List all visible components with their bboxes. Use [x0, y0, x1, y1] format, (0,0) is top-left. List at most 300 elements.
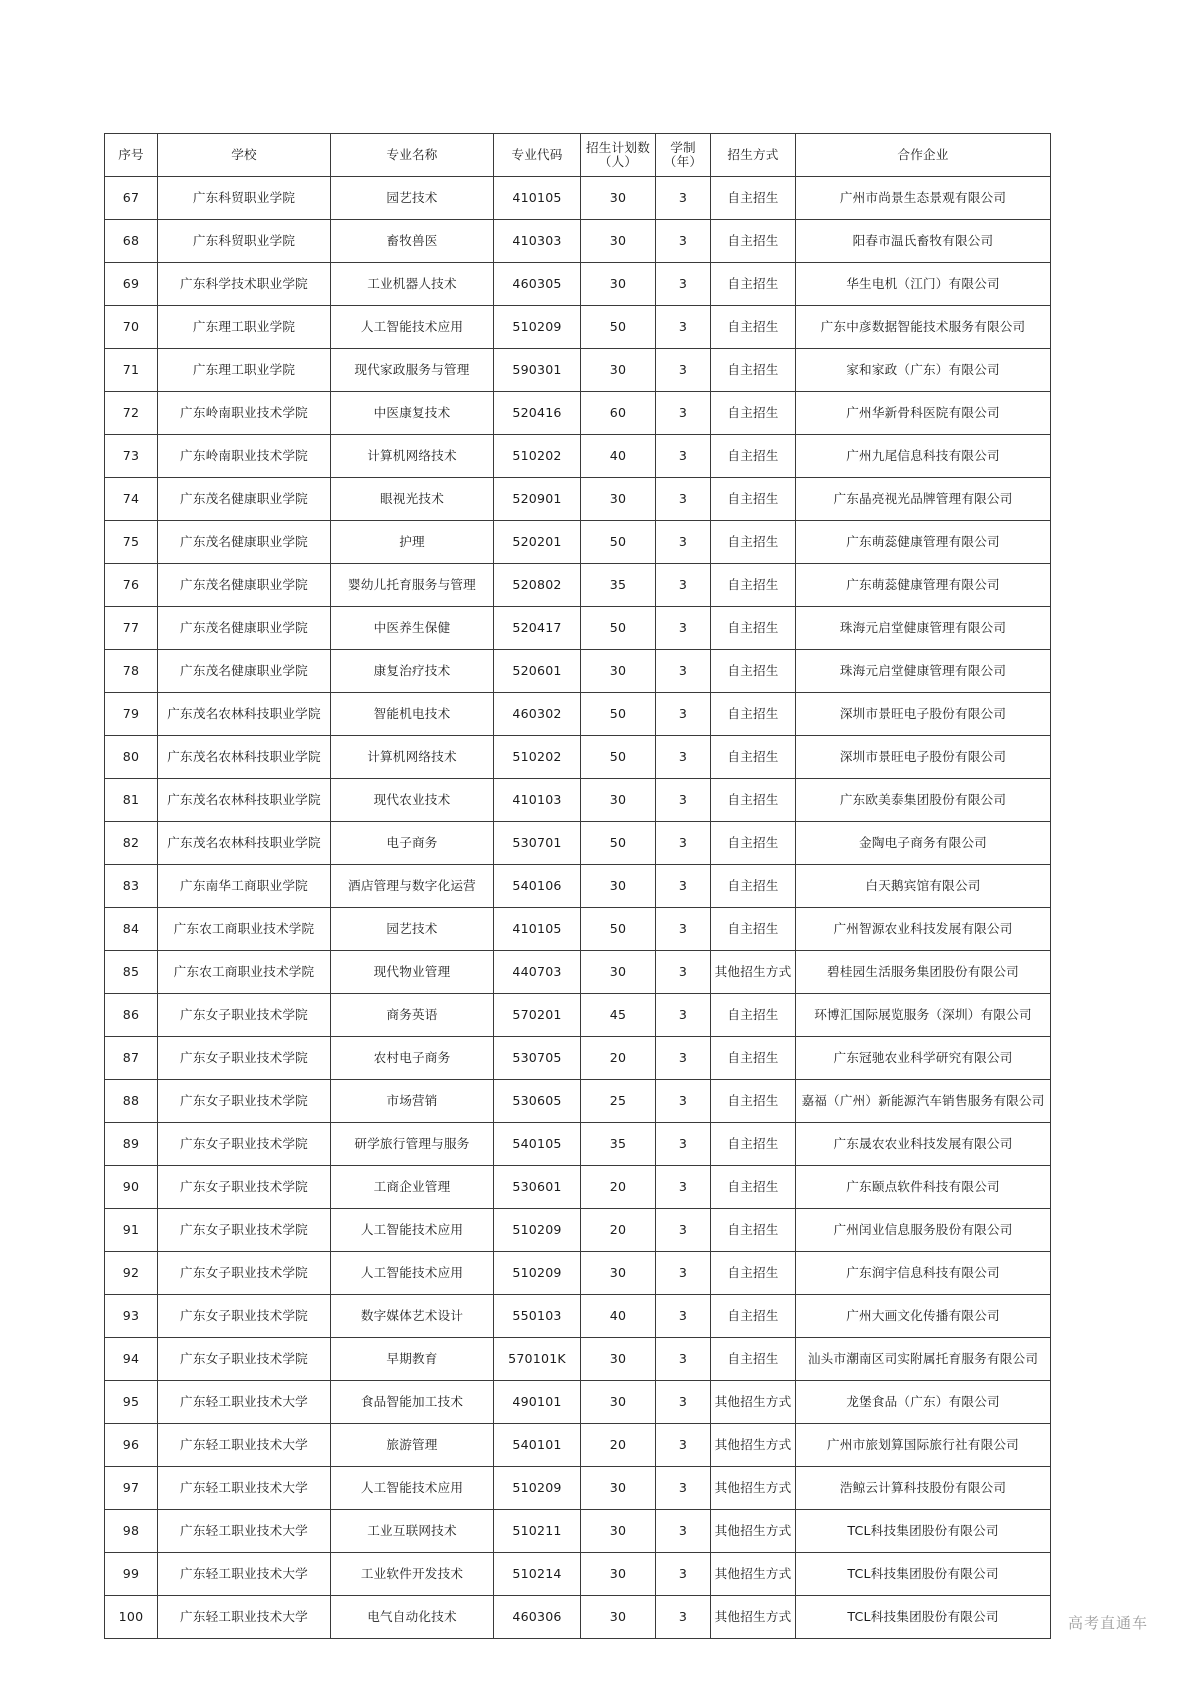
cell-years: 3: [656, 220, 711, 263]
cell-quota: 40: [581, 1295, 656, 1338]
column-header-years-line2: （年）: [663, 154, 703, 169]
cell-major-code: 520201: [494, 521, 581, 564]
cell-major: 市场营销: [331, 1080, 494, 1123]
cell-major-code: 460305: [494, 263, 581, 306]
cell-school: 广东女子职业技术学院: [158, 1037, 331, 1080]
cell-major: 工业软件开发技术: [331, 1553, 494, 1596]
column-header-quota: [581, 134, 656, 177]
cell-index: 72: [105, 392, 158, 435]
cell-method: 其他招生方式: [711, 1553, 796, 1596]
cell-major: 中医康复技术: [331, 392, 494, 435]
cell-index: 77: [105, 607, 158, 650]
cell-years: 3: [656, 650, 711, 693]
cell-index: 70: [105, 306, 158, 349]
cell-school: 广东轻工职业技术大学: [158, 1510, 331, 1553]
cell-school: 广东轻工职业技术大学: [158, 1467, 331, 1510]
cell-years: 3: [656, 564, 711, 607]
cell-major-code: 460306: [494, 1596, 581, 1639]
cell-school: 广东农工商职业技术学院: [158, 908, 331, 951]
cell-index: 93: [105, 1295, 158, 1338]
cell-years: 3: [656, 693, 711, 736]
table-row: [105, 1596, 1051, 1639]
cell-index: 87: [105, 1037, 158, 1080]
cell-method: 自主招生: [711, 177, 796, 220]
cell-quota: 35: [581, 1123, 656, 1166]
cell-major: 护理: [331, 521, 494, 564]
cell-years: 3: [656, 1381, 711, 1424]
cell-years: 3: [656, 865, 711, 908]
cell-company: TCL科技集团股份有限公司: [796, 1510, 1051, 1553]
table-row: [105, 607, 1051, 650]
cell-index: 92: [105, 1252, 158, 1295]
cell-major-code: 540105: [494, 1123, 581, 1166]
cell-method: 自主招生: [711, 263, 796, 306]
cell-quota: 25: [581, 1080, 656, 1123]
cell-company: TCL科技集团股份有限公司: [796, 1553, 1051, 1596]
cell-index: 98: [105, 1510, 158, 1553]
cell-years: 3: [656, 392, 711, 435]
cell-school: 广东理工职业学院: [158, 349, 331, 392]
cell-quota: 50: [581, 607, 656, 650]
cell-quota: 30: [581, 1252, 656, 1295]
cell-company: 金陶电子商务有限公司: [796, 822, 1051, 865]
cell-index: 76: [105, 564, 158, 607]
cell-index: 97: [105, 1467, 158, 1510]
cell-method: 其他招生方式: [711, 1510, 796, 1553]
cell-quota: 30: [581, 779, 656, 822]
cell-company: 广东润宇信息科技有限公司: [796, 1252, 1051, 1295]
table-row: [105, 1467, 1051, 1510]
cell-school: 广东女子职业技术学院: [158, 1166, 331, 1209]
cell-company: 白天鹅宾馆有限公司: [796, 865, 1051, 908]
cell-company: 嘉福（广州）新能源汽车销售服务有限公司: [796, 1080, 1051, 1123]
cell-quota: 30: [581, 478, 656, 521]
cell-company: 广东晶亮视光品牌管理有限公司: [796, 478, 1051, 521]
cell-quota: 50: [581, 908, 656, 951]
cell-school: 广东茂名农林科技职业学院: [158, 779, 331, 822]
table-row: [105, 1252, 1051, 1295]
cell-major-code: 570201: [494, 994, 581, 1037]
cell-method: 自主招生: [711, 650, 796, 693]
cell-major: 畜牧兽医: [331, 220, 494, 263]
cell-index: 95: [105, 1381, 158, 1424]
cell-quota: 30: [581, 1381, 656, 1424]
cell-major: 工业机器人技术: [331, 263, 494, 306]
cell-school: 广东女子职业技术学院: [158, 1123, 331, 1166]
cell-years: 3: [656, 1424, 711, 1467]
table-row: [105, 1037, 1051, 1080]
cell-major-code: 520416: [494, 392, 581, 435]
table-row: [105, 478, 1051, 521]
table-row: [105, 1295, 1051, 1338]
cell-major: 计算机网络技术: [331, 736, 494, 779]
admission-plan-table: [104, 133, 1051, 1639]
cell-major: 现代家政服务与管理: [331, 349, 494, 392]
cell-index: 83: [105, 865, 158, 908]
cell-major-code: 510209: [494, 306, 581, 349]
cell-school: 广东轻工职业技术大学: [158, 1596, 331, 1639]
cell-method: 自主招生: [711, 306, 796, 349]
cell-major: 人工智能技术应用: [331, 1467, 494, 1510]
cell-method: 其他招生方式: [711, 951, 796, 994]
table-row: [105, 1424, 1051, 1467]
cell-method: 自主招生: [711, 779, 796, 822]
cell-school: 广东轻工职业技术大学: [158, 1381, 331, 1424]
column-header-major: 专业名称: [331, 134, 494, 177]
cell-major-code: 510202: [494, 736, 581, 779]
cell-major-code: 510209: [494, 1209, 581, 1252]
cell-major: 人工智能技术应用: [331, 1209, 494, 1252]
cell-method: 自主招生: [711, 220, 796, 263]
cell-school: 广东岭南职业技术学院: [158, 392, 331, 435]
cell-quota: 30: [581, 1510, 656, 1553]
cell-years: 3: [656, 607, 711, 650]
cell-method: 自主招生: [711, 736, 796, 779]
table-row: [105, 779, 1051, 822]
cell-method: 自主招生: [711, 521, 796, 564]
table-header-row: [105, 134, 1051, 177]
cell-index: 67: [105, 177, 158, 220]
cell-index: 74: [105, 478, 158, 521]
cell-major-code: 410105: [494, 177, 581, 220]
cell-school: 广东女子职业技术学院: [158, 994, 331, 1037]
cell-method: 自主招生: [711, 435, 796, 478]
column-header-index: 序号: [105, 134, 158, 177]
cell-major-code: 520901: [494, 478, 581, 521]
column-header-quota-line1: 招生计划数: [586, 139, 650, 155]
table-row: [105, 1080, 1051, 1123]
cell-index: 75: [105, 521, 158, 564]
cell-major-code: 490101: [494, 1381, 581, 1424]
table-row: [105, 1123, 1051, 1166]
cell-major-code: 520601: [494, 650, 581, 693]
cell-major: 婴幼儿托育服务与管理: [331, 564, 494, 607]
table-row: [105, 693, 1051, 736]
cell-major-code: 410105: [494, 908, 581, 951]
cell-index: 91: [105, 1209, 158, 1252]
cell-major-code: 510214: [494, 1553, 581, 1596]
cell-major-code: 520802: [494, 564, 581, 607]
cell-major-code: 590301: [494, 349, 581, 392]
cell-school: 广东茂名健康职业学院: [158, 478, 331, 521]
cell-quota: 50: [581, 736, 656, 779]
cell-years: 3: [656, 349, 711, 392]
table-row: [105, 822, 1051, 865]
cell-company: 广东中彦数据智能技术服务有限公司: [796, 306, 1051, 349]
table-row: [105, 306, 1051, 349]
cell-years: 3: [656, 1510, 711, 1553]
column-header-school: 学校: [158, 134, 331, 177]
cell-method: 自主招生: [711, 1166, 796, 1209]
cell-quota: 30: [581, 220, 656, 263]
cell-index: 94: [105, 1338, 158, 1381]
cell-major-code: 460302: [494, 693, 581, 736]
table-row: [105, 521, 1051, 564]
table-row: [105, 994, 1051, 1037]
cell-index: 86: [105, 994, 158, 1037]
cell-method: 自主招生: [711, 564, 796, 607]
cell-major: 农村电子商务: [331, 1037, 494, 1080]
cell-company: 广东欧美泰集团股份有限公司: [796, 779, 1051, 822]
cell-company: 广州华新骨科医院有限公司: [796, 392, 1051, 435]
cell-years: 3: [656, 521, 711, 564]
cell-school: 广东茂名农林科技职业学院: [158, 822, 331, 865]
cell-major-code: 510209: [494, 1252, 581, 1295]
cell-quota: 50: [581, 521, 656, 564]
cell-quota: 30: [581, 1467, 656, 1510]
table-row: [105, 435, 1051, 478]
cell-company: 广东颐点软件科技有限公司: [796, 1166, 1051, 1209]
table-row: [105, 1381, 1051, 1424]
cell-major: 人工智能技术应用: [331, 1252, 494, 1295]
column-header-company: 合作企业: [796, 134, 1051, 177]
cell-major: 食品智能加工技术: [331, 1381, 494, 1424]
cell-major-code: 410103: [494, 779, 581, 822]
cell-company: 浩鲸云计算科技股份有限公司: [796, 1467, 1051, 1510]
cell-major: 研学旅行管理与服务: [331, 1123, 494, 1166]
cell-school: 广东茂名农林科技职业学院: [158, 693, 331, 736]
cell-company: 广州智源农业科技发展有限公司: [796, 908, 1051, 951]
cell-company: 深圳市景旺电子股份有限公司: [796, 693, 1051, 736]
cell-quota: 30: [581, 951, 656, 994]
cell-method: 自主招生: [711, 1338, 796, 1381]
cell-major: 现代物业管理: [331, 951, 494, 994]
cell-years: 3: [656, 1209, 711, 1252]
cell-quota: 35: [581, 564, 656, 607]
cell-company: 珠海元启堂健康管理有限公司: [796, 650, 1051, 693]
cell-method: 自主招生: [711, 1123, 796, 1166]
cell-major: 商务英语: [331, 994, 494, 1037]
cell-major-code: 520417: [494, 607, 581, 650]
cell-index: 99: [105, 1553, 158, 1596]
cell-major: 计算机网络技术: [331, 435, 494, 478]
cell-quota: 30: [581, 177, 656, 220]
table-row: [105, 1553, 1051, 1596]
cell-school: 广东茂名健康职业学院: [158, 607, 331, 650]
table-row: [105, 177, 1051, 220]
cell-years: 3: [656, 1596, 711, 1639]
cell-company: 广州市旅划算国际旅行社有限公司: [796, 1424, 1051, 1467]
cell-method: 自主招生: [711, 1037, 796, 1080]
cell-company: 环博汇国际展览服务（深圳）有限公司: [796, 994, 1051, 1037]
cell-major: 旅游管理: [331, 1424, 494, 1467]
cell-major-code: 530705: [494, 1037, 581, 1080]
cell-school: 广东科学技术职业学院: [158, 263, 331, 306]
cell-index: 81: [105, 779, 158, 822]
cell-school: 广东茂名健康职业学院: [158, 650, 331, 693]
cell-school: 广东科贸职业学院: [158, 220, 331, 263]
cell-major: 园艺技术: [331, 177, 494, 220]
cell-school: 广东茂名健康职业学院: [158, 564, 331, 607]
cell-major-code: 540101: [494, 1424, 581, 1467]
table-row: [105, 1209, 1051, 1252]
cell-school: 广东女子职业技术学院: [158, 1209, 331, 1252]
cell-index: 96: [105, 1424, 158, 1467]
cell-major-code: 530601: [494, 1166, 581, 1209]
cell-company: 广东萌蕊健康管理有限公司: [796, 564, 1051, 607]
cell-company: 华生电机（江门）有限公司: [796, 263, 1051, 306]
column-header-years: [656, 134, 711, 177]
cell-quota: 20: [581, 1037, 656, 1080]
cell-quota: 50: [581, 693, 656, 736]
table-row: [105, 650, 1051, 693]
column-header-method: 招生方式: [711, 134, 796, 177]
cell-method: 其他招生方式: [711, 1596, 796, 1639]
cell-quota: 45: [581, 994, 656, 1037]
cell-company: 广东冠驰农业科学研究有限公司: [796, 1037, 1051, 1080]
cell-quota: 30: [581, 1553, 656, 1596]
cell-major: 眼视光技术: [331, 478, 494, 521]
cell-method: 自主招生: [711, 1080, 796, 1123]
cell-school: 广东理工职业学院: [158, 306, 331, 349]
table-row: [105, 1338, 1051, 1381]
cell-major: 园艺技术: [331, 908, 494, 951]
cell-years: 3: [656, 1295, 711, 1338]
cell-major-code: 540106: [494, 865, 581, 908]
cell-school: 广东科贸职业学院: [158, 177, 331, 220]
table-row: [105, 349, 1051, 392]
cell-company: 深圳市景旺电子股份有限公司: [796, 736, 1051, 779]
cell-school: 广东女子职业技术学院: [158, 1295, 331, 1338]
cell-company: 碧桂园生活服务集团股份有限公司: [796, 951, 1051, 994]
cell-quota: 20: [581, 1424, 656, 1467]
table-header: [105, 134, 1051, 177]
cell-major-code: 510209: [494, 1467, 581, 1510]
cell-years: 3: [656, 822, 711, 865]
table-row: [105, 392, 1051, 435]
cell-major-code: 550103: [494, 1295, 581, 1338]
cell-school: 广东茂名农林科技职业学院: [158, 736, 331, 779]
cell-method: 自主招生: [711, 865, 796, 908]
cell-major-code: 440703: [494, 951, 581, 994]
cell-years: 3: [656, 263, 711, 306]
cell-quota: 50: [581, 822, 656, 865]
cell-method: 自主招生: [711, 822, 796, 865]
cell-major: 中医养生保健: [331, 607, 494, 650]
cell-index: 79: [105, 693, 158, 736]
cell-school: 广东女子职业技术学院: [158, 1080, 331, 1123]
cell-major-code: 510202: [494, 435, 581, 478]
cell-school: 广东女子职业技术学院: [158, 1252, 331, 1295]
cell-quota: 40: [581, 435, 656, 478]
cell-method: 自主招生: [711, 908, 796, 951]
cell-quota: 30: [581, 349, 656, 392]
cell-years: 3: [656, 994, 711, 1037]
cell-index: 80: [105, 736, 158, 779]
cell-years: 3: [656, 779, 711, 822]
table-body: [105, 177, 1051, 1639]
cell-method: 自主招生: [711, 478, 796, 521]
cell-method: 其他招生方式: [711, 1424, 796, 1467]
cell-index: 90: [105, 1166, 158, 1209]
cell-method: 自主招生: [711, 1252, 796, 1295]
cell-major-code: 410303: [494, 220, 581, 263]
cell-quota: 30: [581, 865, 656, 908]
cell-quota: 30: [581, 650, 656, 693]
cell-quota: 60: [581, 392, 656, 435]
cell-quota: 20: [581, 1166, 656, 1209]
cell-school: 广东茂名健康职业学院: [158, 521, 331, 564]
cell-quota: 30: [581, 1338, 656, 1381]
cell-method: 其他招生方式: [711, 1381, 796, 1424]
cell-years: 3: [656, 306, 711, 349]
table-row: [105, 736, 1051, 779]
table-row: [105, 865, 1051, 908]
cell-index: 82: [105, 822, 158, 865]
cell-major: 工业互联网技术: [331, 1510, 494, 1553]
cell-index: 68: [105, 220, 158, 263]
cell-company: 广东萌蕊健康管理有限公司: [796, 521, 1051, 564]
cell-school: 广东女子职业技术学院: [158, 1338, 331, 1381]
cell-years: 3: [656, 1553, 711, 1596]
cell-major: 智能机电技术: [331, 693, 494, 736]
cell-company: 广州市尚景生态景观有限公司: [796, 177, 1051, 220]
cell-company: 龙堡食品（广东）有限公司: [796, 1381, 1051, 1424]
cell-company: TCL科技集团股份有限公司: [796, 1596, 1051, 1639]
cell-years: 3: [656, 908, 711, 951]
cell-company: 家和家政（广东）有限公司: [796, 349, 1051, 392]
cell-years: 3: [656, 1080, 711, 1123]
cell-years: 3: [656, 951, 711, 994]
table-row: [105, 951, 1051, 994]
cell-school: 广东轻工职业技术大学: [158, 1553, 331, 1596]
cell-quota: 30: [581, 263, 656, 306]
cell-major-code: 530701: [494, 822, 581, 865]
cell-major: 电气自动化技术: [331, 1596, 494, 1639]
table-row: [105, 220, 1051, 263]
cell-index: 85: [105, 951, 158, 994]
cell-major: 人工智能技术应用: [331, 306, 494, 349]
table-row: [105, 564, 1051, 607]
cell-major: 早期教育: [331, 1338, 494, 1381]
cell-index: 84: [105, 908, 158, 951]
cell-major: 数字媒体艺术设计: [331, 1295, 494, 1338]
column-header-major-code: 专业代码: [494, 134, 581, 177]
cell-quota: 20: [581, 1209, 656, 1252]
cell-school: 广东农工商职业技术学院: [158, 951, 331, 994]
cell-major: 康复治疗技术: [331, 650, 494, 693]
cell-years: 3: [656, 1037, 711, 1080]
table-row: [105, 908, 1051, 951]
cell-method: 其他招生方式: [711, 1467, 796, 1510]
table-row: [105, 263, 1051, 306]
cell-index: 71: [105, 349, 158, 392]
cell-years: 3: [656, 1166, 711, 1209]
column-header-quota-line2: （人）: [598, 154, 638, 169]
cell-years: 3: [656, 1123, 711, 1166]
cell-years: 3: [656, 435, 711, 478]
watermark: 高考直通车: [1067, 1614, 1148, 1632]
cell-company: 珠海元启堂健康管理有限公司: [796, 607, 1051, 650]
table-row: [105, 1510, 1051, 1553]
cell-index: 88: [105, 1080, 158, 1123]
cell-company: 广州闰业信息服务股份有限公司: [796, 1209, 1051, 1252]
cell-company: 汕头市潮南区司实附属托育服务有限公司: [796, 1338, 1051, 1381]
cell-index: 69: [105, 263, 158, 306]
cell-school: 广东轻工职业技术大学: [158, 1424, 331, 1467]
cell-years: 3: [656, 1252, 711, 1295]
cell-school: 广东岭南职业技术学院: [158, 435, 331, 478]
cell-index: 78: [105, 650, 158, 693]
cell-company: 阳春市温氏畜牧有限公司: [796, 220, 1051, 263]
cell-years: 3: [656, 1467, 711, 1510]
cell-school: 广东南华工商职业学院: [158, 865, 331, 908]
cell-company: 广州九尾信息科技有限公司: [796, 435, 1051, 478]
column-header-years-line1: 学制: [670, 139, 696, 155]
cell-major: 电子商务: [331, 822, 494, 865]
cell-company: 广东晟农农业科技发展有限公司: [796, 1123, 1051, 1166]
cell-quota: 50: [581, 306, 656, 349]
